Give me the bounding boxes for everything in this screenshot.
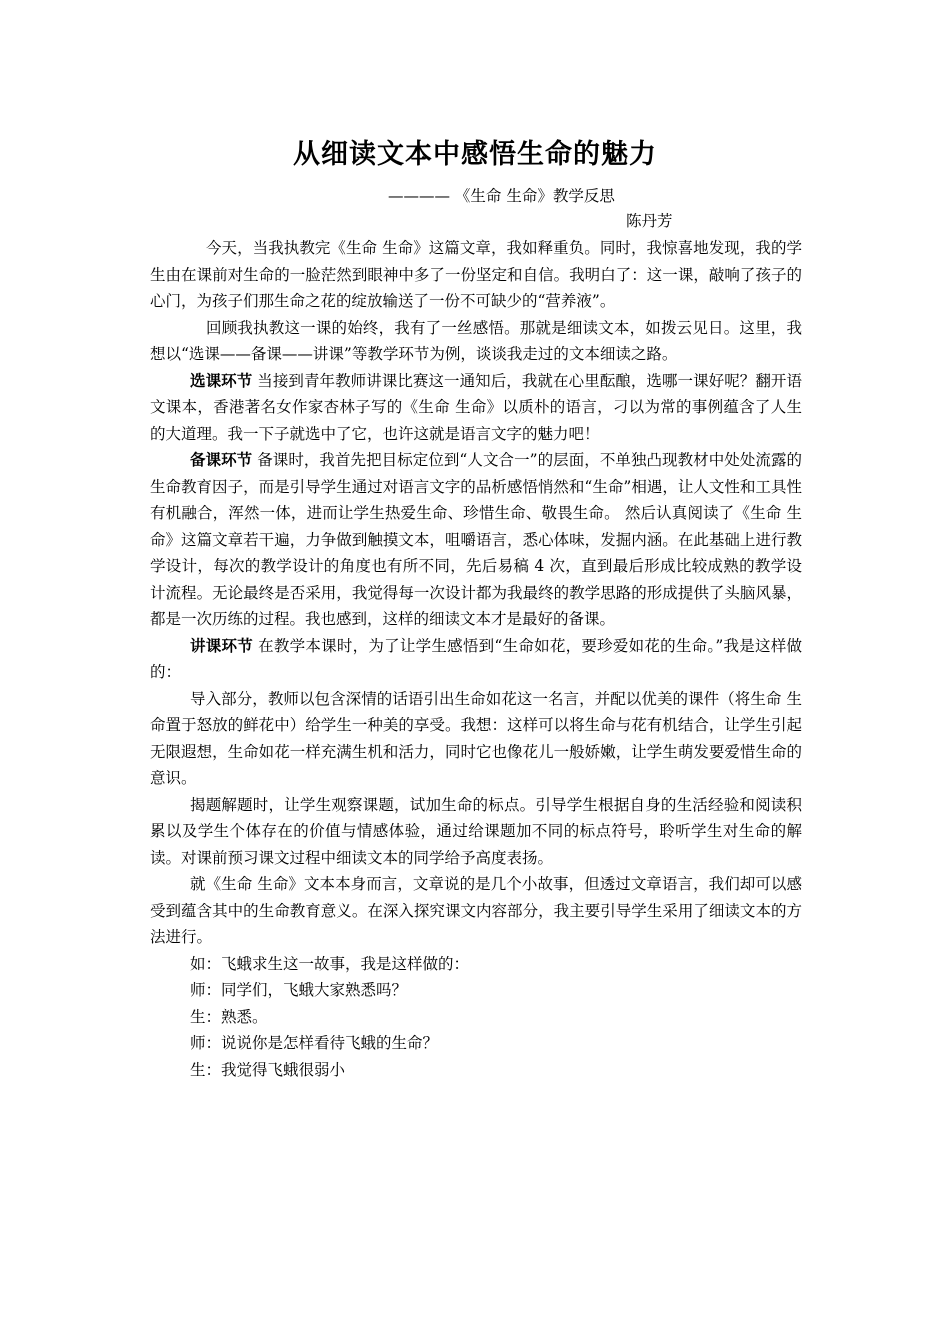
section-heading-lecture: 讲课环节 [190, 636, 253, 655]
paragraph-text: 当接到青年教师讲课比赛这一通知后，我就在心里酝酿，选哪一课好呢？翻开语文课本，香港著名女作家杏林子写的《生命 生命》以质朴的语言，刁以为常的事例蕴含了人生的大道理。我一下子就选中了它，也许这就是语言文字的魅力吧！ [150, 371, 802, 443]
document-title: 从细读文本中感悟生命的魅力 [293, 139, 657, 170]
paragraph-title-analysis: 揭题解题时，让学生观察课题，试加生命的标点。引导学生根据自身的生活经验和阅读积累以及学生个体存在的价值与情感体验，通过给课题加不同的标点符号，聆听学生对生命的解读。对课前预习课文过程中细读文本的同学给予高度表扬。 [150, 795, 802, 867]
paragraph-review: 回顾我执教这一课的始终，我有了一丝感悟。那就是细读文本，如拨云见日。这里，我想以“选课——备课——讲课”等教学环节为例，谈谈我走过的文本细读之路。 [150, 318, 802, 363]
paragraph-course-selection [150, 368, 802, 448]
dialogue-line: 师：说说你是怎样看待飞蛾的生命？ [190, 1034, 439, 1052]
paragraph-intro: 今天，当我执教完《生命 生命》这篇文章，我如释重负。同时，我惊喜地发现，我的学生由在课前对生命的一脸茫然到眼神中多了一份坚定和自信。我明白了：这一课，敲响了孩子的心门，为孩子们那生命之花的绽放输送了一份不可缺少的“营养液”。 [150, 239, 802, 310]
document-body [150, 235, 802, 1083]
section-heading-lesson-prep: 备课环节 [190, 451, 253, 469]
paragraph-lesson-prep [150, 447, 802, 633]
document-subtitle: ———— 《生命 生命》教学反思 [388, 187, 615, 205]
document-author: 陈丹芳 [626, 212, 673, 230]
section-heading-course-selection: 选课环节 [190, 371, 253, 390]
paragraph-introduction-part: 导入部分，教师以包含深情的话语引出生命如花这一名言，并配以优美的课件（将生命 生命置于怒放的鲜花中）给学生一种美的享受。我想：这样可以将生命与花有机结合，让学生引起无限遐想，生命如花一样充满生机和活力，同时它也像花儿一般娇嫩，让学生萌发要爱惜生命的意识。 [150, 689, 802, 787]
paragraph-lecture [150, 633, 802, 686]
paragraph-text: 在教学本课时，为了让学生感悟到“生命如花，要珍爱如花的生命。”我是这样做的： [150, 636, 802, 681]
dialogue-line: 生：熟悉。 [190, 1007, 268, 1026]
dialogue-line: 师：同学们，飞蛾大家熟悉吗？ [190, 981, 408, 999]
paragraph-text: 备课时，我首先把目标定位到“人文合一”的层面，不单独凸现教材中处处流露的生命教育因子，而是引导学生通过对语言文字的品析感悟悄然和“生命”相遇，让人文性和工具性有机融合，浑然一体，进而让学生热爱生命、珍惜生命、敬畏生命。 然后认真阅读了《生命 生命》这篇文章若干遍，力争做到触摸文本，咀嚼语言，悉心体味，发掘内涵。在此基础上进行教学设计，每次的教学设计的角度也有所不同，先后易稿 4 次，直到最后形成比较成熟的教学设计流程。无论最终是否采用，我觉得每一次设计都为我最终的教学思路的形成提供了头脑风暴， 都是一次历练的过程。我也感到，这样的细读文本才是最好的备课。 [150, 451, 802, 628]
dialogue-line: 生：我觉得飞蛾很弱小 [190, 1060, 346, 1079]
paragraph-text-reading: 就《生命 生命》文本本身而言，文章说的是几个小故事，但透过文章语言，我们却可以感受到蕴含其中的生命教育意义。在深入探究课文内容部分，我主要引导学生采用了细读文本的方法进行。 [150, 875, 802, 946]
paragraph-example: 如：飞蛾求生这一故事，我是这样做的： [190, 954, 470, 973]
